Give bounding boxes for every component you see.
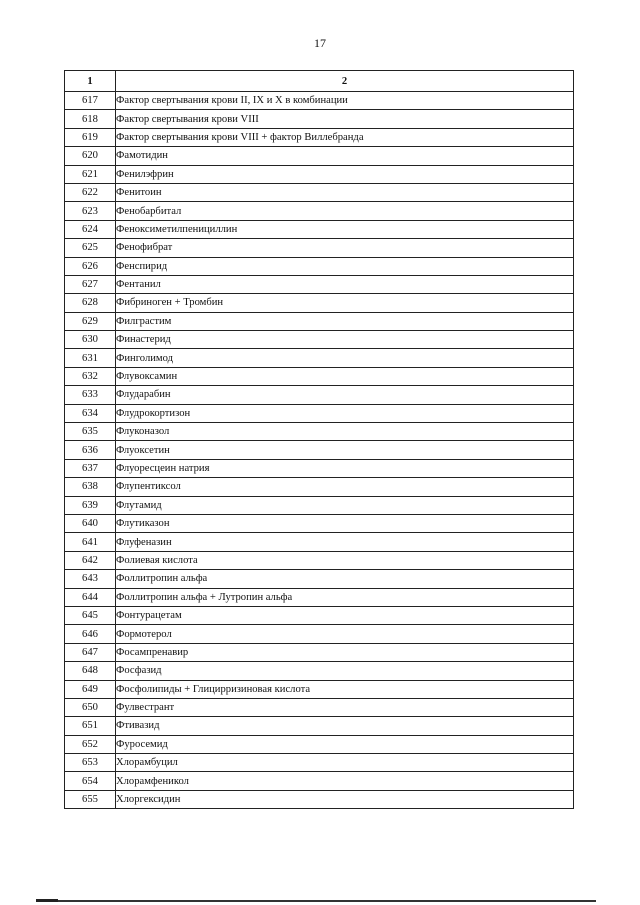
table-row: [65, 257, 574, 275]
row-name: Флутиказон: [116, 514, 574, 532]
row-name: Фамотидин: [116, 147, 574, 165]
row-name: Флудрокортизон: [116, 404, 574, 422]
row-number: 647: [65, 643, 116, 661]
row-name: Хлоргексидин: [116, 790, 574, 808]
row-name: Фосампренавир: [116, 643, 574, 661]
row-number: 649: [65, 680, 116, 698]
row-name: Фенитоин: [116, 183, 574, 201]
row-number: 651: [65, 717, 116, 735]
row-name: Флутамид: [116, 496, 574, 514]
table-row: [65, 790, 574, 808]
table-row: [65, 423, 574, 441]
row-name: Формотерол: [116, 625, 574, 643]
row-number: 632: [65, 367, 116, 385]
table-row: [65, 698, 574, 716]
row-name: Хлорамфеникол: [116, 772, 574, 790]
row-number: 631: [65, 349, 116, 367]
table-row: [65, 606, 574, 624]
row-name: Фактор свертывания крови VIII: [116, 110, 574, 128]
table-row: [65, 165, 574, 183]
table-header-row: [65, 71, 574, 92]
table-row: [65, 533, 574, 551]
column-header-name: 2: [116, 71, 574, 92]
table-row: [65, 478, 574, 496]
row-name: Фенилэфрин: [116, 165, 574, 183]
row-name: Фолиевая кислота: [116, 551, 574, 569]
row-name: Фактор свертывания крови VIII + фактор Виллебранда: [116, 128, 574, 146]
row-name: Фосфазид: [116, 662, 574, 680]
row-number: 655: [65, 790, 116, 808]
table-row: [65, 717, 574, 735]
row-name: Фоллитропин альфа + Лутропин альфа: [116, 588, 574, 606]
row-number: 618: [65, 110, 116, 128]
row-number: 653: [65, 754, 116, 772]
row-number: 625: [65, 239, 116, 257]
row-number: 630: [65, 331, 116, 349]
row-name: Флуконазол: [116, 423, 574, 441]
row-number: 645: [65, 606, 116, 624]
table-row: [65, 386, 574, 404]
table-row: [65, 459, 574, 477]
table-row: [65, 220, 574, 238]
table-row: [65, 367, 574, 385]
row-number: 652: [65, 735, 116, 753]
row-number: 635: [65, 423, 116, 441]
table-row: [65, 202, 574, 220]
row-number: 624: [65, 220, 116, 238]
row-name: Финастерид: [116, 331, 574, 349]
page-number: 17: [314, 36, 326, 50]
table-row: [65, 754, 574, 772]
row-number: 619: [65, 128, 116, 146]
row-name: Хлорамбуцил: [116, 754, 574, 772]
row-number: 641: [65, 533, 116, 551]
row-name: Финголимод: [116, 349, 574, 367]
table-row: [65, 110, 574, 128]
row-number: 623: [65, 202, 116, 220]
row-number: 638: [65, 478, 116, 496]
table-row: [65, 588, 574, 606]
row-number: 629: [65, 312, 116, 330]
row-number: 654: [65, 772, 116, 790]
table-row: [65, 551, 574, 569]
table-row: [65, 92, 574, 110]
table-row: [65, 643, 574, 661]
row-number: 644: [65, 588, 116, 606]
table-row: [65, 275, 574, 293]
row-number: 650: [65, 698, 116, 716]
row-number: 646: [65, 625, 116, 643]
row-name: Флуоресцеин натрия: [116, 459, 574, 477]
table-row: [65, 312, 574, 330]
row-name: Флуфеназин: [116, 533, 574, 551]
row-name: Фентанил: [116, 275, 574, 293]
row-number: 626: [65, 257, 116, 275]
table-row: [65, 772, 574, 790]
table-row: [65, 496, 574, 514]
row-name: Фуросемид: [116, 735, 574, 753]
bottom-rule: [36, 900, 596, 902]
table-row: [65, 331, 574, 349]
row-name: Флупентиксол: [116, 478, 574, 496]
table-row: [65, 183, 574, 201]
row-number: 634: [65, 404, 116, 422]
row-name: Флувоксамин: [116, 367, 574, 385]
row-number: 620: [65, 147, 116, 165]
row-number: 637: [65, 459, 116, 477]
table-row: [65, 662, 574, 680]
table-row: [65, 514, 574, 532]
drug-table: [64, 70, 574, 809]
row-name: Фосфолипиды + Глицирризиновая кислота: [116, 680, 574, 698]
table-row: [65, 680, 574, 698]
table-row: [65, 441, 574, 459]
row-number: 643: [65, 570, 116, 588]
row-number: 622: [65, 183, 116, 201]
table-row: [65, 404, 574, 422]
row-name: Фулвестрант: [116, 698, 574, 716]
row-name: Флуоксетин: [116, 441, 574, 459]
row-number: 621: [65, 165, 116, 183]
table-row: [65, 294, 574, 312]
row-number: 627: [65, 275, 116, 293]
row-name: Фоллитропин альфа: [116, 570, 574, 588]
row-number: 633: [65, 386, 116, 404]
row-name: Фибриноген + Тромбин: [116, 294, 574, 312]
table-body: [65, 92, 574, 809]
row-name: Фонтурацетам: [116, 606, 574, 624]
row-number: 639: [65, 496, 116, 514]
row-number: 628: [65, 294, 116, 312]
table-row: [65, 147, 574, 165]
row-name: Фактор свертывания крови II, IX и X в комбинации: [116, 92, 574, 110]
row-number: 640: [65, 514, 116, 532]
row-name: Фенобарбитал: [116, 202, 574, 220]
row-number: 642: [65, 551, 116, 569]
bottom-mark: [36, 899, 58, 902]
table-row: [65, 570, 574, 588]
row-number: 648: [65, 662, 116, 680]
column-header-number: 1: [65, 71, 116, 92]
row-name: Фенофибрат: [116, 239, 574, 257]
row-number: 617: [65, 92, 116, 110]
table-row: [65, 128, 574, 146]
row-name: Филграстим: [116, 312, 574, 330]
row-name: Фенспирид: [116, 257, 574, 275]
row-number: 636: [65, 441, 116, 459]
table-row: [65, 625, 574, 643]
table-row: [65, 239, 574, 257]
table-row: [65, 349, 574, 367]
row-name: Феноксиметилпенициллин: [116, 220, 574, 238]
row-name: Фтивазид: [116, 717, 574, 735]
row-name: Флударабин: [116, 386, 574, 404]
table-row: [65, 735, 574, 753]
